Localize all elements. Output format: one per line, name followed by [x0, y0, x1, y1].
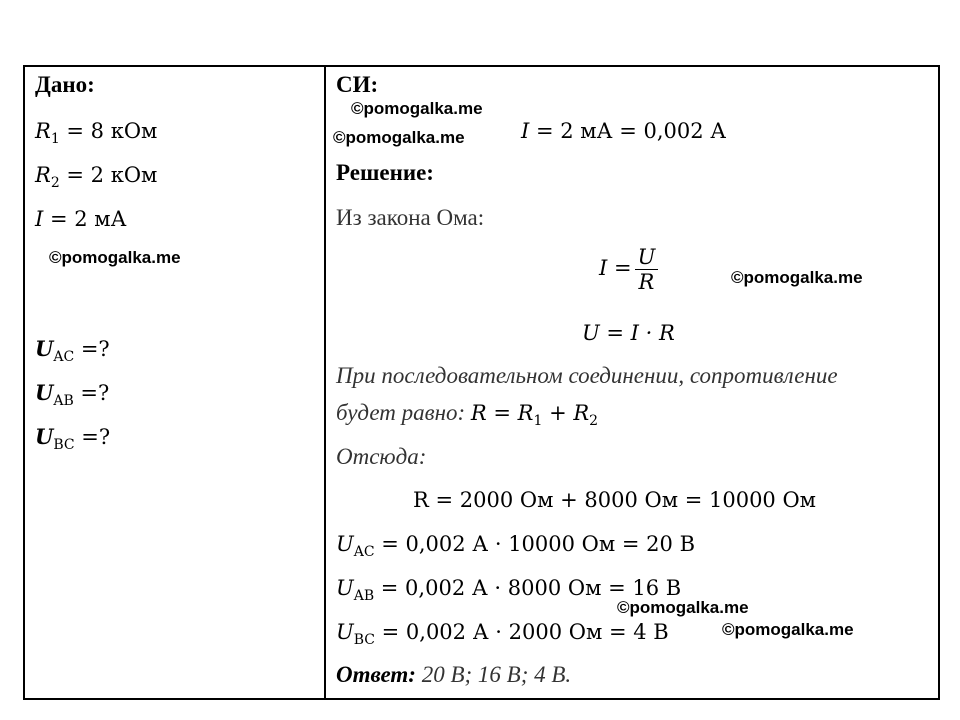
- si-heading: СИ:: [336, 72, 379, 97]
- solution-heading: Решение:: [336, 160, 434, 185]
- solution-table: [23, 65, 940, 700]
- ohm-intro: Из закона Ома:: [336, 205, 485, 230]
- total-resistance: R = 2000 Ом + 8000 Ом = 10000 Ом: [413, 488, 817, 512]
- series-text: При последовательном соединении, сопротивление: [336, 363, 838, 388]
- hence-text: Отсюда:: [336, 444, 427, 469]
- u-ab-calc: $U_{AB} = 0,002$ А · 8000 Ом = 16 В: [336, 576, 682, 604]
- ohm-formula: I = $\frac{U}{R}$: [599, 243, 661, 294]
- u-ac-calc: $U_{AC} = 0,002$ А · 10000 Ом = 20 В: [336, 532, 696, 560]
- watermark: ©pomogalka.me: [49, 248, 181, 267]
- si-conversion: I = 2 мА = 0,002 А: [521, 119, 727, 143]
- unknown-u-ac: $U_{AC}$ =?: [35, 336, 110, 365]
- given-current: I = 2 мА: [35, 207, 127, 231]
- watermark: ©pomogalka.me: [617, 598, 749, 617]
- answer-line: Ответ: 20 В; 16 В; 4 В.: [336, 662, 572, 687]
- ohm-fraction: $\frac{U}{R}$: [635, 245, 659, 294]
- series-line: будет равно: $R = R_1 + R_2$: [336, 400, 599, 429]
- given-heading: Дано:: [35, 72, 95, 97]
- ohm-voltage-formula: U = I · R: [582, 321, 675, 345]
- watermark: ©pomogalka.me: [351, 99, 483, 118]
- column-divider: [324, 67, 326, 698]
- unknown-u-ab: $U_{AB}$ =?: [35, 380, 110, 409]
- given-r2: $R_2 = 2$ кОм: [35, 163, 158, 191]
- watermark: ©pomogalka.me: [722, 620, 854, 639]
- u-bc-calc: $U_{BC} = 0,002$ А · 2000 Ом = 4 В: [336, 620, 669, 648]
- given-r1: $R_1 = 8$ кОм: [35, 119, 158, 147]
- watermark: ©pomogalka.me: [333, 128, 465, 147]
- unknown-u-bc: $U_{BC}$ =?: [35, 424, 111, 453]
- watermark: ©pomogalka.me: [731, 268, 863, 287]
